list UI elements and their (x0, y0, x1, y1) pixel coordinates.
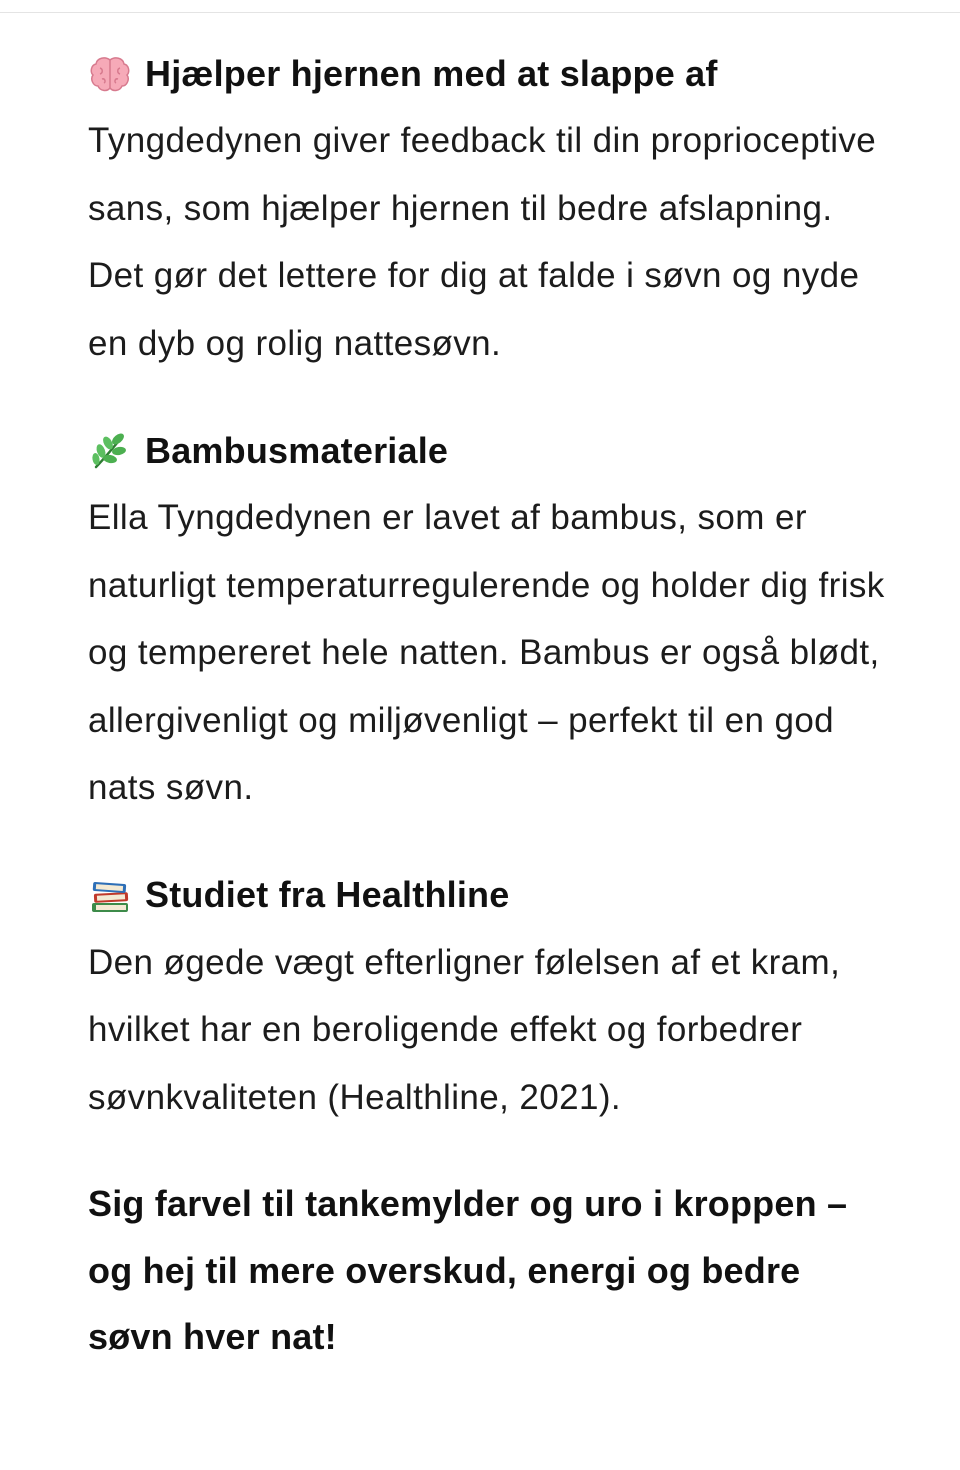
section-heading (88, 862, 888, 929)
herb-icon (88, 429, 132, 473)
books-icon (88, 873, 132, 917)
section-bamboo (88, 417, 888, 822)
section-study (88, 862, 888, 1132)
article-content (88, 40, 888, 1371)
section-brain (88, 40, 888, 377)
section-body: Den øgede vægt efterligner følelsen af et kram, hvilket har en beroligende effekt og forbedrer søvnkvaliteten (Healthline, 2021). (88, 942, 841, 1117)
brain-icon (88, 52, 132, 96)
section-body: Ella Tyngdedynen er lavet af bambus, som er naturligt temperaturregulerende og holder dig frisk og tempereret hele natten. Bambus er også blødt, allergivenligt og miljøvenligt – perfekt til en god nats søvn. (88, 498, 885, 807)
section-heading (88, 417, 888, 484)
section-heading (88, 40, 888, 107)
section-heading-text: Hjælper hjernen med at slappe af (145, 52, 718, 94)
closing-statement: Sig farvel til tankemylder og uro i kroppen – og hej til mere overskud, energi og bedre søvn hver nat! (88, 1183, 848, 1357)
section-heading-text: Studiet fra Healthline (145, 874, 510, 915)
section-body: Tyngdedynen giver feedback til din proprioceptive sans, som hjælper hjernen til bedre afslapning. Det gør det lettere for dig at falde i søvn og nyde en dyb og rolig nattesøvn. (88, 121, 877, 363)
top-divider (0, 12, 960, 13)
section-heading-text: Bambusmateriale (145, 429, 449, 471)
